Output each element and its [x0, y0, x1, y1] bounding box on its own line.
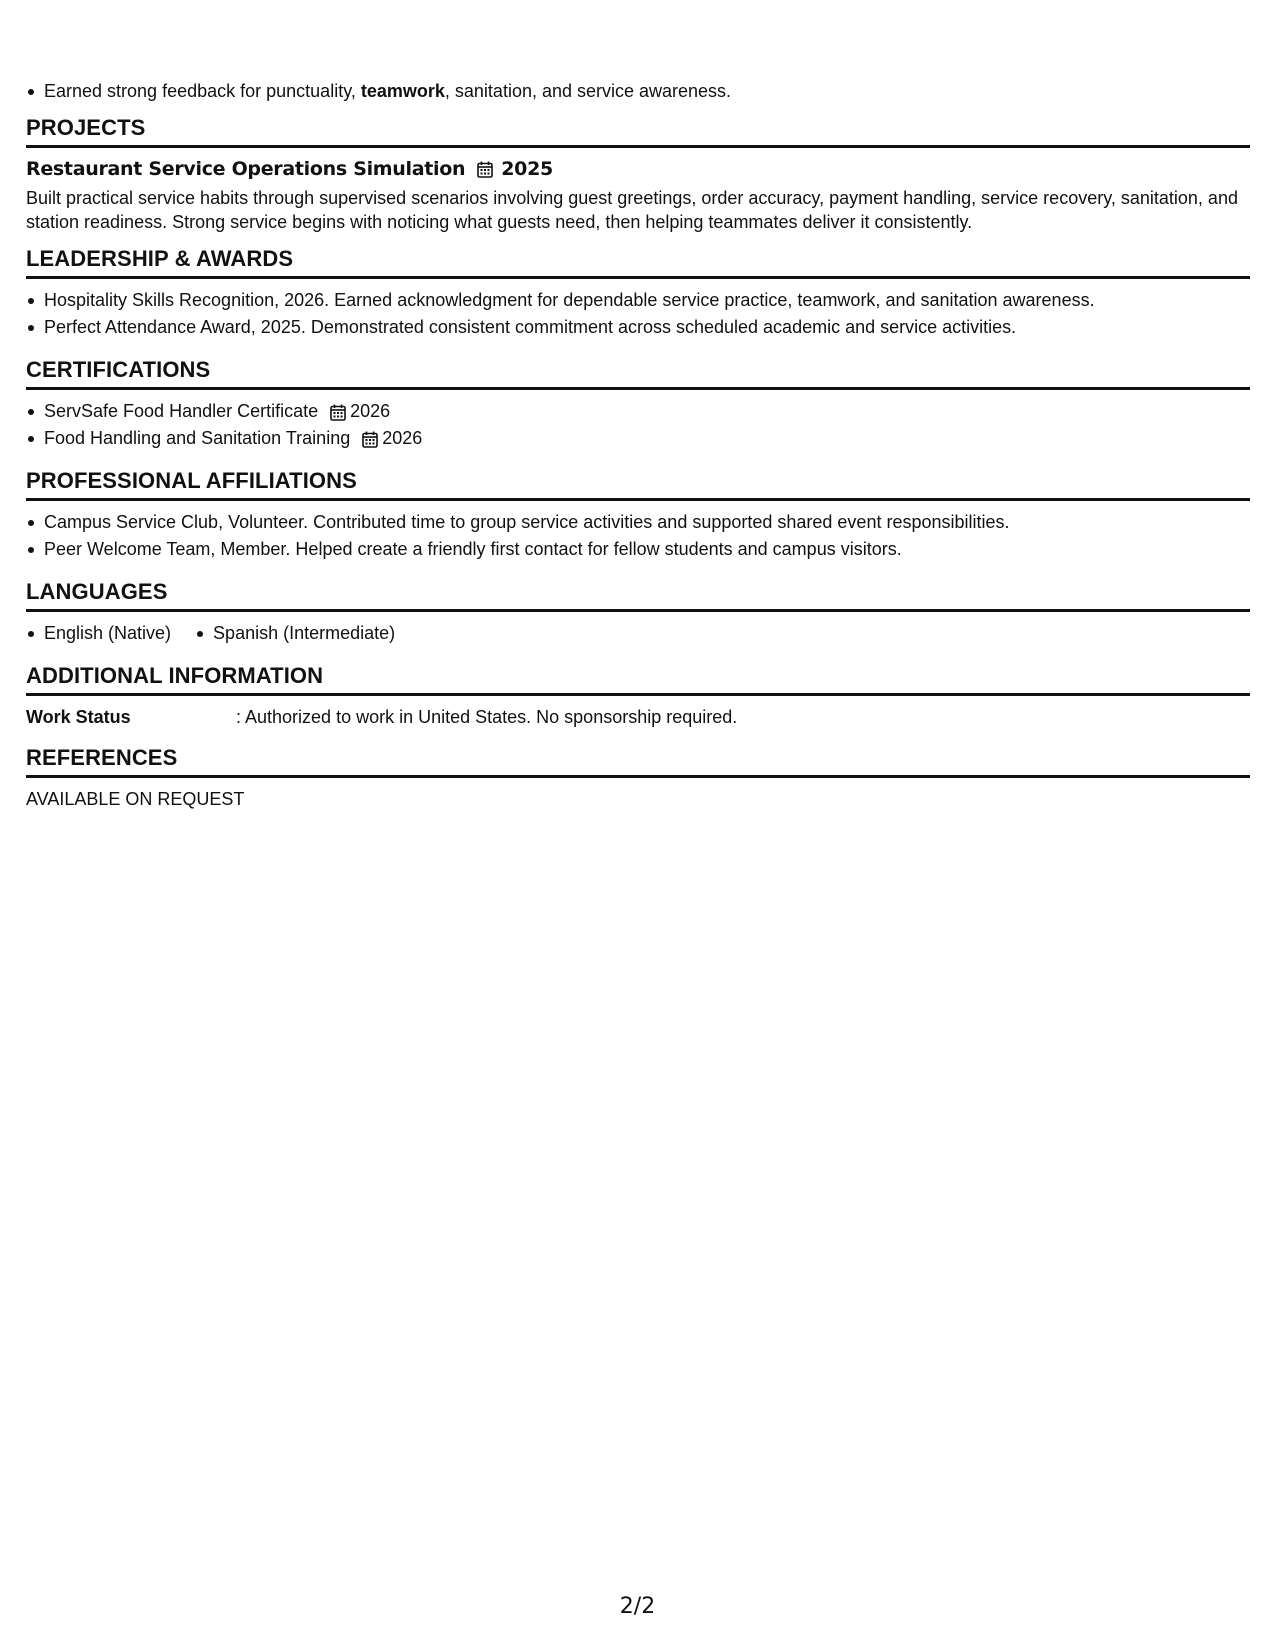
affiliations-section	[26, 468, 1250, 563]
calendar-icon	[477, 161, 493, 178]
leadership-section	[26, 246, 1250, 341]
section-title: LEADERSHIP & AWARDS	[26, 246, 1250, 279]
experience-continued-list	[26, 78, 1250, 105]
leadership-list	[26, 287, 1250, 341]
projects-section	[26, 115, 1250, 234]
work-status-value: : Authorized to work in United States. No sponsorship required.	[236, 707, 738, 727]
certification-name: Food Handling and Sanitation Training	[44, 428, 351, 448]
list-item: Perfect Attendance Award, 2025. Demonstrated consistent commitment across scheduled academic and service activities.	[44, 314, 1250, 341]
certification-name: ServSafe Food Handler Certificate	[44, 401, 319, 421]
bullet-bold-text: teamwork	[360, 81, 445, 101]
section-title: PROFESSIONAL AFFILIATIONS	[26, 468, 1250, 501]
section-title: CERTIFICATIONS	[26, 357, 1250, 390]
calendar-icon	[362, 431, 378, 448]
work-status-label: Work Status	[26, 707, 131, 727]
certifications-section	[26, 357, 1250, 452]
list-item: Hospitality Skills Recognition, 2026. Earned acknowledgment for dependable service practice, teamwork, and sanitation awareness.	[44, 287, 1250, 314]
certifications-list	[26, 398, 1250, 452]
list-item: Spanish (Intermediate)	[213, 620, 395, 647]
section-title: LANGUAGES	[26, 579, 1250, 612]
calendar-icon	[330, 404, 346, 421]
project-description: Built practical service habits through supervised scenarios involving guest greetings, order accuracy, payment handling, service recovery, sanitation, and station readiness. Strong service begins with noticing what guests need, then helping teammates deliver it consistently.	[26, 188, 1238, 232]
section-title: ADDITIONAL INFORMATION	[26, 663, 1250, 696]
section-title: PROJECTS	[26, 115, 1250, 148]
list-item	[44, 398, 1250, 425]
list-item	[44, 425, 1250, 452]
list-item: English (Native)	[44, 620, 171, 647]
page-number: 2/2	[619, 1594, 656, 1619]
certification-year: 2026	[382, 428, 423, 448]
section-title: REFERENCES	[26, 745, 1250, 778]
work-status-row	[26, 704, 1250, 730]
list-item: Peer Welcome Team, Member. Helped create a friendly first contact for fellow students and campus visitors.	[44, 536, 1250, 563]
list-item: Campus Service Club, Volunteer. Contributed time to group service activities and supported shared event responsibilities.	[44, 509, 1250, 536]
affiliations-list	[26, 509, 1250, 563]
references-text: AVAILABLE ON REQUEST	[26, 789, 245, 809]
bullet-text: Earned strong feedback for punctuality,	[44, 81, 361, 101]
project-title	[26, 156, 1250, 182]
bullet-text: , sanitation, and service awareness.	[444, 81, 732, 101]
references-section	[26, 745, 1250, 812]
list-item	[44, 78, 1250, 105]
languages-section	[26, 579, 1250, 647]
additional-info-section	[26, 663, 1250, 730]
project-year: 2025	[501, 158, 553, 180]
project-name: Restaurant Service Operations Simulation	[26, 158, 466, 180]
languages-list	[26, 620, 1250, 647]
certification-year: 2026	[350, 401, 391, 421]
